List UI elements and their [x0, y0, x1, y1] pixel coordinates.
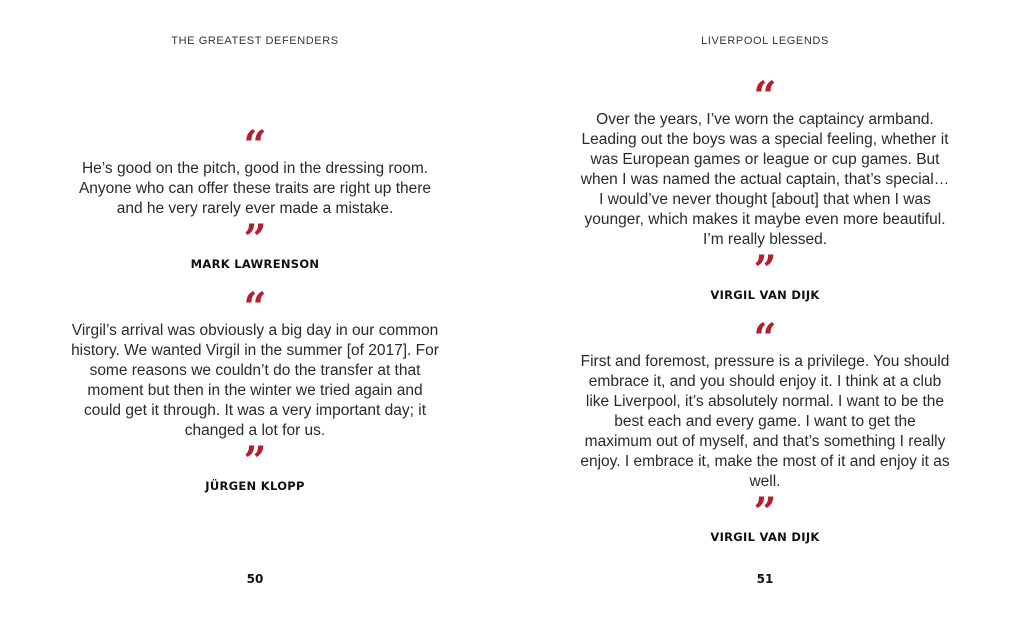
right-page — [510, 0, 1020, 618]
quote-jurgen-klopp — [0, 284, 510, 493]
page-number-right: 51 — [756, 572, 774, 586]
close-quote-icon: ” — [243, 438, 267, 485]
quote-text: First and foremost, pressure is a privilege. You should embrace it, and you should enjoy it. I think at a club like Liverpool, it’s absolutely normal. I want to be the best each and every game. I want to get the maximum out of myself, and that’s something I really enjoy. I embrace it, make the most of it and enjoy it as well. — [580, 353, 950, 490]
quote-attribution: MARK LAWRENSON — [190, 257, 320, 271]
quote-attribution: JÜRGEN KLOPP — [205, 479, 305, 493]
quote-attribution: VIRGIL VAN DIJK — [710, 530, 820, 544]
quote-text: Virgil’s arrival was obviously a big day in our common history. We wanted Virgil in the summer [of 2017]. For some reasons we couldn’t do the transfer at that moment but then in the winter we tried again and could get it through. It was a very important day; it changed a lot for us. — [71, 322, 439, 439]
quote-van-dijk-pressure — [510, 315, 1020, 544]
open-quote-icon: “ — [753, 73, 777, 120]
close-quote-icon: ” — [243, 216, 267, 263]
open-quote-icon: “ — [243, 284, 267, 331]
running-head-right: LIVERPOOL LEGENDS — [701, 35, 829, 47]
open-quote-icon: “ — [243, 122, 267, 169]
open-quote-icon: “ — [753, 315, 777, 362]
running-head-left: THE GREATEST DEFENDERS — [171, 35, 339, 47]
page-number-left: 50 — [246, 572, 264, 586]
quote-attribution: VIRGIL VAN DIJK — [710, 288, 820, 302]
quote-mark-lawrenson — [0, 122, 510, 271]
close-quote-icon: ” — [753, 489, 777, 536]
close-quote-icon: ” — [753, 247, 777, 294]
quote-van-dijk-captaincy — [510, 73, 1020, 302]
quote-text: He’s good on the pitch, good in the dressing room. Anyone who can offer these traits are right up there and he very rarely ever made a mistake. — [78, 160, 432, 217]
quote-text: Over the years, I’ve worn the captaincy armband. Leading out the boys was a special feeling, whether it was European games or league or cup games. But when I was named the actual captain, that’s special… I would’ve never thought [about] that when I was younger, which makes it maybe even more beautiful. I’m really blessed. — [580, 111, 950, 248]
